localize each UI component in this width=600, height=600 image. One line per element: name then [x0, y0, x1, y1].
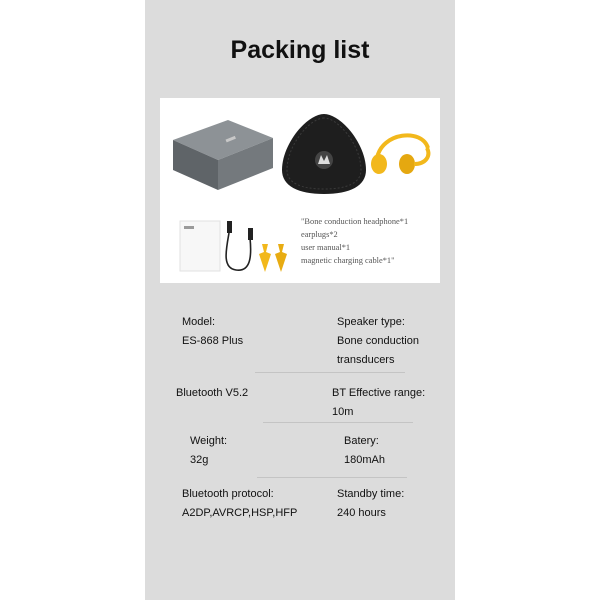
- spec-speaker-type: [337, 313, 419, 370]
- page-title: Packing list: [230, 36, 370, 64]
- contents-line: earplugs*2: [301, 230, 338, 239]
- spec-battery: [344, 432, 385, 470]
- divider: [255, 372, 405, 373]
- product-info-panel: [145, 0, 455, 600]
- spec-value: ES-868 Plus: [182, 335, 244, 347]
- spec-label: BT Effective range:: [332, 387, 426, 399]
- spec-model: [182, 313, 243, 351]
- contents-line: "Bone conduction headphone*1: [301, 217, 409, 226]
- spec-value: transducers: [337, 354, 395, 366]
- headphone-icon: [371, 135, 428, 174]
- contents-line: magnetic charging cable*1": [301, 256, 395, 265]
- manual-icon: [180, 221, 220, 271]
- spec-standby: [337, 485, 404, 523]
- spec-label: Model:: [182, 316, 216, 328]
- spec-label: Bluetooth V5.2: [176, 387, 249, 399]
- spec-label: Standby time:: [337, 488, 405, 500]
- spec-weight: [190, 432, 227, 470]
- earplugs-icon: [259, 244, 287, 272]
- divider: [263, 422, 413, 423]
- divider: [257, 477, 407, 478]
- spec-value: 180mAh: [344, 454, 385, 466]
- spec-label: Bluetooth protocol:: [182, 488, 274, 500]
- package-contents-list: [301, 215, 440, 267]
- spec-protocol: [182, 485, 297, 523]
- spec-value: A2DP,AVRCP,HSP,HFP: [182, 507, 298, 519]
- spec-label: Batery:: [344, 435, 379, 447]
- spec-label: Weight:: [190, 435, 228, 447]
- spec-value: 10m: [332, 406, 354, 418]
- charging-cable-icon: [226, 221, 253, 270]
- spec-bt-range: [332, 384, 425, 422]
- spec-label: Speaker type:: [337, 316, 405, 328]
- carry-case-icon: [282, 114, 366, 194]
- spec-value: 240 hours: [337, 507, 386, 519]
- spec-value: 32g: [190, 454, 209, 466]
- contents-line: user manual*1: [301, 243, 351, 252]
- gift-box-icon: [173, 120, 273, 190]
- spec-value: Bone conduction: [337, 335, 419, 347]
- spec-bluetooth: [176, 384, 248, 403]
- packing-photo: [160, 98, 440, 283]
